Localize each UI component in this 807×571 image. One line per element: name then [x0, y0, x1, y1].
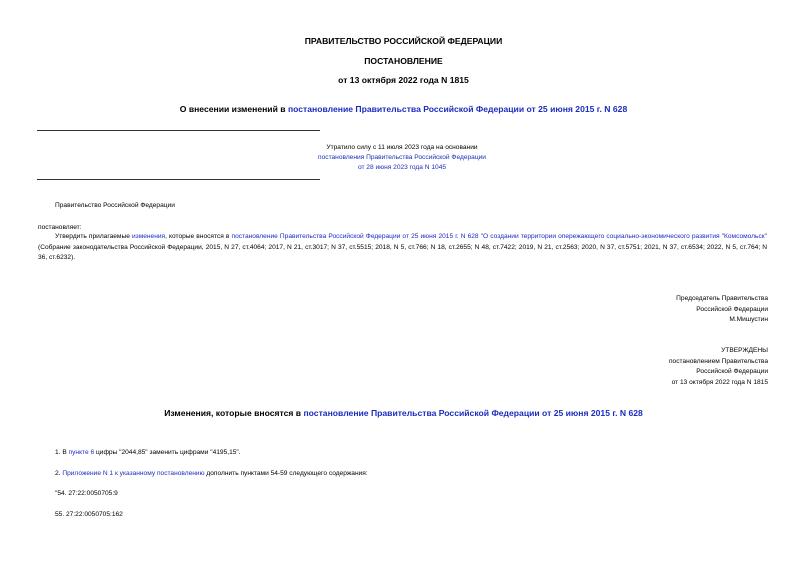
approval-block: [669, 346, 768, 388]
signature-org: Российской Федерации: [696, 305, 768, 313]
approval-heading: УТВЕРЖДЕНЫ: [721, 347, 768, 354]
changes-title-link[interactable]: постановление Правительства Российской Федерации от 25 июня 2015 г. N 628: [303, 408, 643, 418]
document-date: от 13 октября 2022 года N 1815: [338, 75, 469, 85]
signature-block: [676, 294, 768, 326]
title-link[interactable]: постановление Правительства Российской Федерации от 25 июня 2015 г. N 628: [287, 104, 628, 114]
title-prefix: О внесении изменений в: [179, 104, 288, 114]
status-note-link-2[interactable]: от 28 июня 2023 года N 1045: [357, 164, 447, 171]
point-6-link[interactable]: пункте 6: [68, 449, 95, 456]
document-type: ПОСТАНОВЛЕНИЕ: [364, 56, 443, 66]
intro-text: Правительство Российской Федерации: [55, 202, 175, 209]
resolves-text: постановляет:: [38, 224, 82, 231]
paragraph-approve: [38, 232, 767, 264]
list-item-54: "54. 27:22:0050705:9: [55, 490, 118, 497]
resolution-628-link[interactable]: постановление Правительства Российской Федерации от 25 июня 2015 г. N 628 "О создании территории опережающего социально-экономического развития "Комсомольск": [231, 233, 767, 240]
approval-line3: Российской Федерации: [696, 368, 768, 375]
status-note-line1: Утратило силу с 11 июля 2023 года на основании: [326, 144, 478, 151]
approval-date: от 13 октября 2022 года N 1815: [671, 378, 768, 386]
changes-title: [0, 408, 807, 418]
list-item-2: [55, 469, 368, 480]
signature-name: М.Мишустин: [729, 316, 768, 323]
list-item-55: 55. 27:22:0050705:162: [55, 511, 123, 518]
signature-position: Председатель Правительства: [676, 295, 768, 302]
divider-top: [37, 130, 320, 131]
divider-bottom: [37, 179, 320, 180]
list-item-2-text-b: дополнить пунктами 54-59 следующего содержания:: [204, 470, 368, 477]
list-item-1-text-b: цифры "2044,85" заменить цифрами "4195,15".: [94, 449, 241, 456]
list-item-1-text-a: 1. В: [55, 449, 69, 456]
paragraph-approve-text-b: , которые вносятся в: [165, 233, 232, 240]
paragraph-approve-text-c: (Собрание законодательства Российской Федерации, 2015, N 27, ст.4064; 2017, N 21, ст.3017; N 37, ст.5515; 2018, N 5, ст.766; N 18, ст.2655; N 48, ст.7422; 2019, N 21, ст.2563; 2020, N 37, ст.5751; 2021, N 37, ст.6534; 2022, N 5, ст.764; N 36, ст.6232).: [38, 243, 767, 261]
document-title: [0, 104, 807, 114]
list-item-1: [55, 448, 241, 459]
appendix-1-link[interactable]: Приложение N 1 к указанному постановлению: [62, 470, 205, 477]
changes-link[interactable]: изменения: [131, 233, 166, 240]
changes-title-prefix: Изменения, которые вносятся в: [164, 408, 304, 418]
government-heading: ПРАВИТЕЛЬСТВО РОССИЙСКОЙ ФЕДЕРАЦИИ: [304, 36, 503, 46]
list-item-2-text-a: 2.: [55, 470, 63, 477]
status-note-link-1[interactable]: постановления Правительства Российской Федерации: [318, 154, 486, 161]
approval-line2: постановлением Правительства: [668, 357, 768, 365]
paragraph-approve-text-a: Утвердить прилагаемые: [55, 233, 132, 240]
